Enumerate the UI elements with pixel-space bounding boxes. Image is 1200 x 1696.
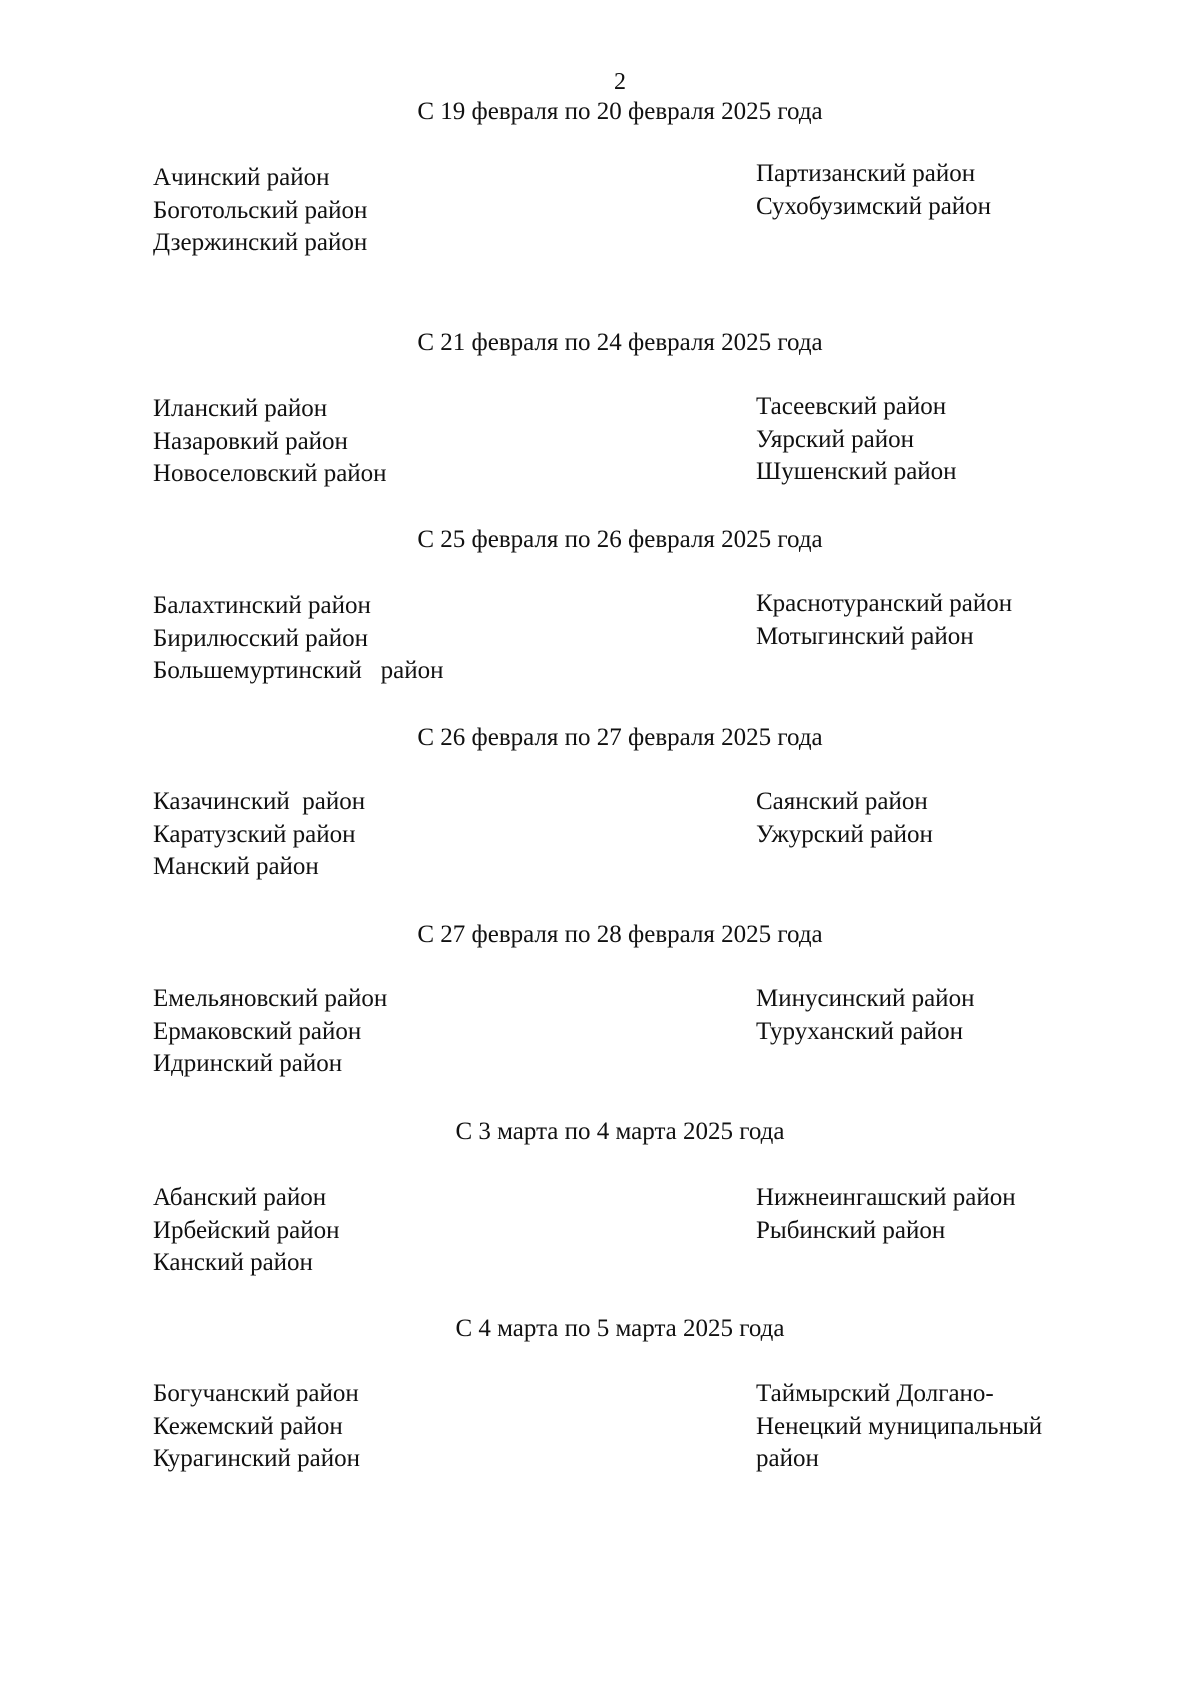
district-item: Дзержинский район bbox=[153, 229, 368, 256]
district-item: Абанский район bbox=[153, 1184, 327, 1211]
district-item: Курагинский район bbox=[153, 1445, 361, 1472]
district-item: Туруханский район bbox=[756, 1017, 963, 1045]
district-item: Краснотуранский район bbox=[756, 590, 1013, 617]
date-section bbox=[0, 524, 1200, 684]
district-item: Назаровкий район bbox=[153, 427, 348, 455]
district-item: Шушенский район bbox=[756, 458, 957, 485]
district-item: Большемуртинский район bbox=[153, 657, 444, 684]
left-district-list bbox=[153, 786, 365, 884]
left-district-list bbox=[153, 393, 387, 491]
district-item: Новоселовский район bbox=[153, 460, 387, 487]
left-district-list bbox=[153, 1182, 340, 1280]
district-item: Казачинский район bbox=[153, 788, 366, 815]
section-heading: С 4 марта по 5 марта 2025 года bbox=[455, 1315, 785, 1342]
left-district-list bbox=[153, 590, 444, 688]
district-item: Ненецкий муниципальный bbox=[756, 1412, 1043, 1440]
district-item: Кежемский район bbox=[153, 1412, 343, 1440]
district-item: Нижнеингашский район bbox=[756, 1184, 1016, 1211]
date-section bbox=[0, 327, 1200, 487]
section-heading: С 21 февраля по 24 февраля 2025 года bbox=[417, 329, 823, 356]
district-item: Канский район bbox=[153, 1249, 313, 1276]
section-heading: С 26 февраля по 27 февраля 2025 года bbox=[417, 724, 823, 751]
right-district-list bbox=[756, 983, 974, 1048]
district-item: Уярский район bbox=[756, 425, 914, 453]
date-section bbox=[0, 1116, 1200, 1276]
date-section bbox=[0, 722, 1200, 880]
district-item: Ужурский район bbox=[756, 820, 933, 848]
district-item: Партизанский район bbox=[756, 160, 976, 187]
district-item: Емельяновский район bbox=[153, 985, 388, 1012]
page-number: 2 bbox=[614, 69, 626, 95]
district-item: Сухобузимский район bbox=[756, 192, 992, 220]
section-heading: С 19 февраля по 20 февраля 2025 года bbox=[417, 98, 823, 125]
district-item: Боготольский район bbox=[153, 196, 368, 224]
district-item: Минусинский район bbox=[756, 985, 975, 1012]
date-section bbox=[0, 919, 1200, 1077]
right-district-list bbox=[756, 1182, 1016, 1247]
district-item: Бирилюсский район bbox=[153, 624, 368, 652]
right-district-list bbox=[756, 786, 933, 851]
district-item: Ермаковский район bbox=[153, 1017, 362, 1045]
left-district-list bbox=[153, 1378, 360, 1476]
district-item: Саянский район bbox=[756, 788, 928, 815]
district-item: Богучанский район bbox=[153, 1380, 359, 1407]
section-heading: С 3 марта по 4 марта 2025 года bbox=[455, 1118, 785, 1145]
date-section bbox=[0, 1313, 1200, 1472]
district-item: Ачинский район bbox=[153, 164, 330, 191]
district-item: район bbox=[756, 1445, 819, 1472]
right-district-list bbox=[756, 158, 991, 223]
district-item: Таймырский Долгано- bbox=[756, 1380, 994, 1407]
district-item: Манский район bbox=[153, 853, 319, 880]
district-item: Ирбейский район bbox=[153, 1216, 340, 1244]
left-district-list bbox=[153, 162, 367, 260]
date-section bbox=[0, 96, 1200, 256]
right-district-list bbox=[756, 391, 957, 489]
right-district-list bbox=[756, 588, 1012, 653]
section-heading: С 27 февраля по 28 февраля 2025 года bbox=[417, 921, 823, 948]
right-district-list bbox=[756, 1378, 1042, 1476]
left-district-list bbox=[153, 983, 387, 1081]
district-item: Балахтинский район bbox=[153, 592, 371, 619]
section-heading: С 25 февраля по 26 февраля 2025 года bbox=[417, 526, 823, 553]
district-item: Идринский район bbox=[153, 1050, 343, 1077]
district-item: Мотыгинский район bbox=[756, 622, 974, 650]
district-item: Каратузский район bbox=[153, 820, 356, 848]
district-item: Тасеевский район bbox=[756, 393, 947, 420]
district-item: Иланский район bbox=[153, 395, 328, 422]
district-item: Рыбинский район bbox=[756, 1216, 946, 1244]
